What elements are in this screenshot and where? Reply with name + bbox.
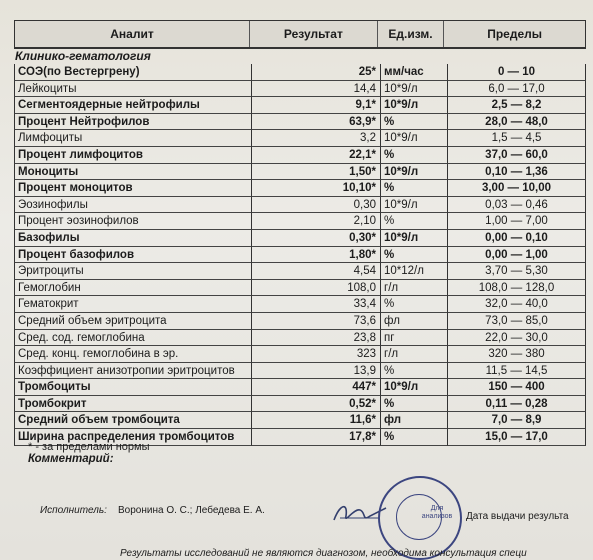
range-cell: 0,11 — 0,28 — [447, 396, 586, 413]
table-row — [14, 346, 586, 363]
table-row — [14, 396, 586, 413]
result-value: 10,10* — [251, 180, 380, 197]
unit-cell: фл — [380, 313, 447, 330]
analyte-name: Эритроциты — [14, 263, 251, 280]
issue-date-label: Дата выдачи результа — [466, 511, 569, 522]
table-row — [14, 280, 586, 297]
table-row — [14, 230, 586, 247]
analyte-name: Сред. конц. гемоглобина в эр. — [14, 346, 251, 363]
unit-cell: 10*9/л — [380, 130, 447, 147]
table-row — [14, 180, 586, 197]
result-value: 33,4 — [251, 296, 380, 313]
analyte-name: Тромбокрит — [14, 396, 251, 413]
unit-cell: мм/час — [380, 64, 447, 81]
table-row — [14, 130, 586, 147]
result-value: 14,4 — [251, 81, 380, 98]
header-analyte: Аналит — [15, 21, 250, 47]
unit-cell: 10*12/л — [380, 263, 447, 280]
range-cell: 32,0 — 40,0 — [447, 296, 586, 313]
comment-label: Комментарий: — [28, 453, 114, 465]
range-cell: 3,70 — 5,30 — [447, 263, 586, 280]
header-units: Ед.изм. — [378, 21, 444, 47]
range-cell: 28,0 — 48,0 — [447, 114, 586, 131]
range-cell: 0,03 — 0,46 — [447, 197, 586, 214]
unit-cell: 10*9/л — [380, 81, 447, 98]
header-result: Результат — [250, 21, 378, 47]
executor-names: Воронина О. С.; Лебедева Е. А. — [118, 505, 265, 516]
analyte-name: Гематокрит — [14, 296, 251, 313]
header-limits: Пределы — [487, 27, 543, 41]
table-row — [14, 97, 586, 114]
table-row — [14, 330, 586, 347]
range-cell: 11,5 — 14,5 — [447, 363, 586, 380]
unit-cell: % — [380, 363, 447, 380]
results-table — [14, 20, 586, 446]
result-value: 22,1* — [251, 147, 380, 164]
stamp-text: Для анализов — [421, 505, 453, 520]
table-row — [14, 363, 586, 380]
unit-cell: 10*9/л — [380, 230, 447, 247]
table-row — [14, 197, 586, 214]
result-value: 25* — [251, 64, 380, 81]
range-cell: 0,10 — 1,36 — [447, 164, 586, 181]
range-cell: 37,0 — 60,0 — [447, 147, 586, 164]
unit-cell: 10*9/л — [380, 197, 447, 214]
unit-cell: 10*9/л — [380, 379, 447, 396]
table-row — [14, 147, 586, 164]
analyte-name: Процент моноцитов — [14, 180, 251, 197]
analyte-name: Гемоглобин — [14, 280, 251, 297]
result-value: 2,10 — [251, 213, 380, 230]
result-value: 323 — [251, 346, 380, 363]
result-value: 13,9 — [251, 363, 380, 380]
unit-cell: 10*9/л — [380, 97, 447, 114]
range-cell: 0,00 — 0,10 — [447, 230, 586, 247]
range-cell: 22,0 — 30,0 — [447, 330, 586, 347]
analyte-name: Средний объем тромбоцита — [14, 412, 251, 429]
analyte-name: Коэффициент анизотропии эритроцитов — [14, 363, 251, 380]
result-value: 1,50* — [251, 164, 380, 181]
analyte-name: Средний объем эритроцита — [14, 313, 251, 330]
unit-cell: фл — [380, 412, 447, 429]
table-header — [14, 20, 586, 49]
analyte-name: СОЭ(по Вестергрену) — [14, 64, 251, 81]
range-cell: 150 — 400 — [447, 379, 586, 396]
disclaimer-footer: Результаты исследований не являются диагнозом, необходима консультация специ — [120, 548, 527, 559]
table-row — [14, 296, 586, 313]
range-cell: 0 — 10 — [447, 64, 586, 81]
table-row — [14, 164, 586, 181]
table-row — [14, 412, 586, 429]
result-value: 63,9* — [251, 114, 380, 131]
unit-cell: % — [380, 213, 447, 230]
analyte-name: Процент эозинофилов — [14, 213, 251, 230]
result-value: 108,0 — [251, 280, 380, 297]
unit-cell: % — [380, 180, 447, 197]
range-cell: 0,00 — 1,00 — [447, 247, 586, 264]
range-cell: 320 — 380 — [447, 346, 586, 363]
table-body — [14, 64, 586, 446]
unit-cell: г/л — [380, 280, 447, 297]
analyte-name: Моноциты — [14, 164, 251, 181]
range-cell: 2,5 — 8,2 — [447, 97, 586, 114]
range-cell: 3,00 — 10,00 — [447, 180, 586, 197]
analyte-name: Процент Нейтрофилов — [14, 114, 251, 131]
result-value: 23,8 — [251, 330, 380, 347]
unit-cell: % — [380, 296, 447, 313]
table-row — [14, 114, 586, 131]
analyte-name: Сред. сод. гемоглобина — [14, 330, 251, 347]
unit-cell: % — [380, 429, 447, 446]
unit-cell: % — [380, 147, 447, 164]
result-value: 1,80* — [251, 247, 380, 264]
result-value: 447* — [251, 379, 380, 396]
result-value: 3,2 — [251, 130, 380, 147]
analyte-name: Базофилы — [14, 230, 251, 247]
range-cell: 6,0 — 17,0 — [447, 81, 586, 98]
executor-label: Исполнитель: — [40, 505, 107, 516]
result-value: 0,30* — [251, 230, 380, 247]
range-cell: 7,0 — 8,9 — [447, 412, 586, 429]
analyte-name: Эозинофилы — [14, 197, 251, 214]
table-row — [14, 247, 586, 264]
range-cell: 15,0 — 17,0 — [447, 429, 586, 446]
analyte-name: Лимфоциты — [14, 130, 251, 147]
analyte-name: Тромбоциты — [14, 379, 251, 396]
unit-cell: пг — [380, 330, 447, 347]
result-value: 0,52* — [251, 396, 380, 413]
unit-cell: % — [380, 114, 447, 131]
range-cell: 108,0 — 128,0 — [447, 280, 586, 297]
table-row — [14, 379, 586, 396]
unit-cell: % — [380, 247, 447, 264]
range-cell: 73,0 — 85,0 — [447, 313, 586, 330]
analyte-name: Лейкоциты — [14, 81, 251, 98]
result-value: 17,8* — [251, 429, 380, 446]
analyte-name: Процент лимфоцитов — [14, 147, 251, 164]
analyte-name: Ширина распределения тромбоцитов — [14, 429, 251, 446]
table-row — [14, 213, 586, 230]
table-row — [14, 263, 586, 280]
result-value: 11,6* — [251, 412, 380, 429]
unit-cell: г/л — [380, 346, 447, 363]
result-value: 73,6 — [251, 313, 380, 330]
result-value: 4,54 — [251, 263, 380, 280]
section-title: Клинико-гематология — [15, 49, 151, 63]
table-row — [14, 81, 586, 98]
unit-cell: 10*9/л — [380, 164, 447, 181]
result-value: 9,1* — [251, 97, 380, 114]
range-cell: 1,5 — 4,5 — [447, 130, 586, 147]
result-value: 0,30 — [251, 197, 380, 214]
table-row — [14, 64, 586, 81]
analyte-name: Сегментоядерные нейтрофилы — [14, 97, 251, 114]
range-cell: 1,00 — 7,00 — [447, 213, 586, 230]
out-of-range-note: * - за пределами нормы — [28, 441, 150, 453]
unit-cell: % — [380, 396, 447, 413]
table-row — [14, 313, 586, 330]
analyte-name: Процент базофилов — [14, 247, 251, 264]
